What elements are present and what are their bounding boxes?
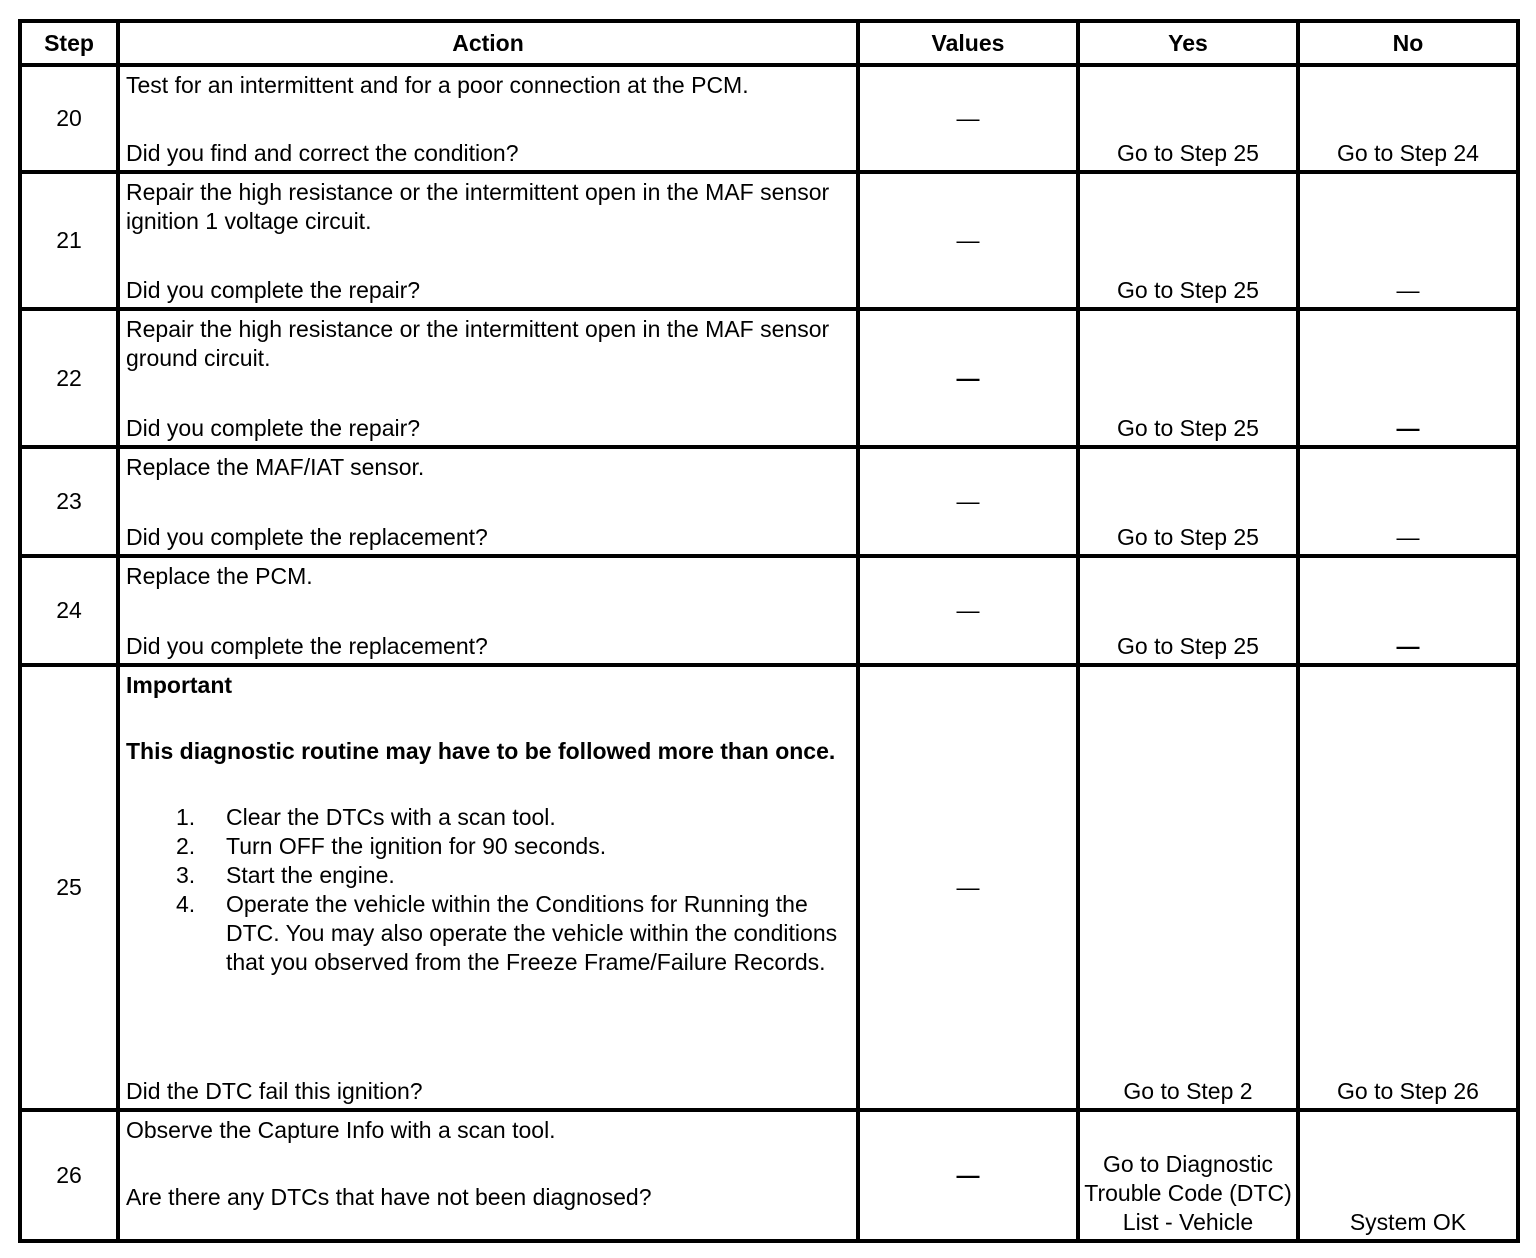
action-cell <box>118 665 858 1110</box>
header-action: Action <box>118 21 858 65</box>
step-number: 21 <box>20 172 118 309</box>
list-number: 4. <box>176 891 196 917</box>
yes-cell: Go to Diagnostic Trouble Code (DTC) List - Vehicle <box>1078 1110 1298 1241</box>
action-text: Repair the high resistance or the intermittent open in the MAF sensor ground circuit. <box>126 316 830 371</box>
yes-cell: Go to Step 25 <box>1078 172 1298 309</box>
action-cell <box>118 556 858 665</box>
action-cell <box>118 1110 858 1241</box>
table-row <box>20 172 1518 309</box>
action-question: Did you complete the repair? <box>126 277 421 303</box>
table-row <box>20 665 1518 1110</box>
no-cell: — <box>1298 447 1518 556</box>
action-cell <box>118 65 858 172</box>
important-heading: Important <box>126 672 233 698</box>
header-yes: Yes <box>1078 21 1298 65</box>
list-number: 2. <box>176 833 196 859</box>
list-number: 3. <box>176 862 196 888</box>
table-row <box>20 447 1518 556</box>
action-question: Are there any DTCs that have not been diagnosed? <box>126 1184 652 1210</box>
action-question: Did you complete the replacement? <box>126 633 488 659</box>
values-cell: — <box>858 447 1078 556</box>
no-cell: — <box>1298 556 1518 665</box>
header-step: Step <box>20 21 118 65</box>
list-text: Start the engine. <box>226 862 395 888</box>
list-text: Turn OFF the ignition for 90 seconds. <box>226 833 607 859</box>
action-text: Replace the MAF/IAT sensor. <box>126 454 425 480</box>
action-text: Test for an intermittent and for a poor connection at the PCM. <box>126 72 749 98</box>
diagnostic-table <box>18 19 1520 1243</box>
yes-cell: Go to Step 25 <box>1078 447 1298 556</box>
list-item <box>126 861 850 890</box>
action-text: Observe the Capture Info with a scan tool. <box>126 1117 556 1143</box>
list-item <box>126 803 850 832</box>
values-cell: — <box>858 665 1078 1110</box>
procedure-list <box>126 803 850 977</box>
table-row <box>20 65 1518 172</box>
action-text: Repair the high resistance or the intermittent open in the MAF sensor ignition 1 voltage circuit. <box>126 179 830 234</box>
step-number: 22 <box>20 309 118 447</box>
table-row <box>20 1110 1518 1241</box>
action-question: Did the DTC fail this ignition? <box>126 1078 423 1104</box>
action-cell <box>118 309 858 447</box>
action-text: Replace the PCM. <box>126 563 313 589</box>
table-row <box>20 556 1518 665</box>
action-cell <box>118 172 858 309</box>
action-cell <box>118 447 858 556</box>
yes-cell: Go to Step 2 <box>1078 665 1298 1110</box>
values-cell: — <box>858 1110 1078 1241</box>
values-cell: — <box>858 556 1078 665</box>
table-row <box>20 309 1518 447</box>
no-cell: — <box>1298 172 1518 309</box>
header-values: Values <box>858 21 1078 65</box>
step-number: 25 <box>20 665 118 1110</box>
header-row <box>20 21 1518 65</box>
no-cell: Go to Step 26 <box>1298 665 1518 1110</box>
action-question: Did you complete the repair? <box>126 415 421 441</box>
list-text: Operate the vehicle within the Conditions for Running the DTC. You may also operate the vehicle within the conditions that you observed from the Freeze Frame/Failure Records. <box>226 891 838 975</box>
values-cell: — <box>858 172 1078 309</box>
step-number: 24 <box>20 556 118 665</box>
list-number: 1. <box>176 804 196 830</box>
important-note: This diagnostic routine may have to be followed more than once. <box>126 738 836 764</box>
action-question: Did you complete the replacement? <box>126 524 488 550</box>
header-no: No <box>1298 21 1518 65</box>
step-number: 26 <box>20 1110 118 1241</box>
no-cell: Go to Step 24 <box>1298 65 1518 172</box>
yes-cell: Go to Step 25 <box>1078 309 1298 447</box>
list-item <box>126 890 850 977</box>
list-text: Clear the DTCs with a scan tool. <box>226 804 556 830</box>
step-number: 23 <box>20 447 118 556</box>
yes-cell: Go to Step 25 <box>1078 65 1298 172</box>
step-number: 20 <box>20 65 118 172</box>
no-cell: System OK <box>1298 1110 1518 1241</box>
yes-cell: Go to Step 25 <box>1078 556 1298 665</box>
values-cell: — <box>858 65 1078 172</box>
values-cell: — <box>858 309 1078 447</box>
list-item <box>126 832 850 861</box>
no-cell: — <box>1298 309 1518 447</box>
action-question: Did you find and correct the condition? <box>126 140 519 166</box>
